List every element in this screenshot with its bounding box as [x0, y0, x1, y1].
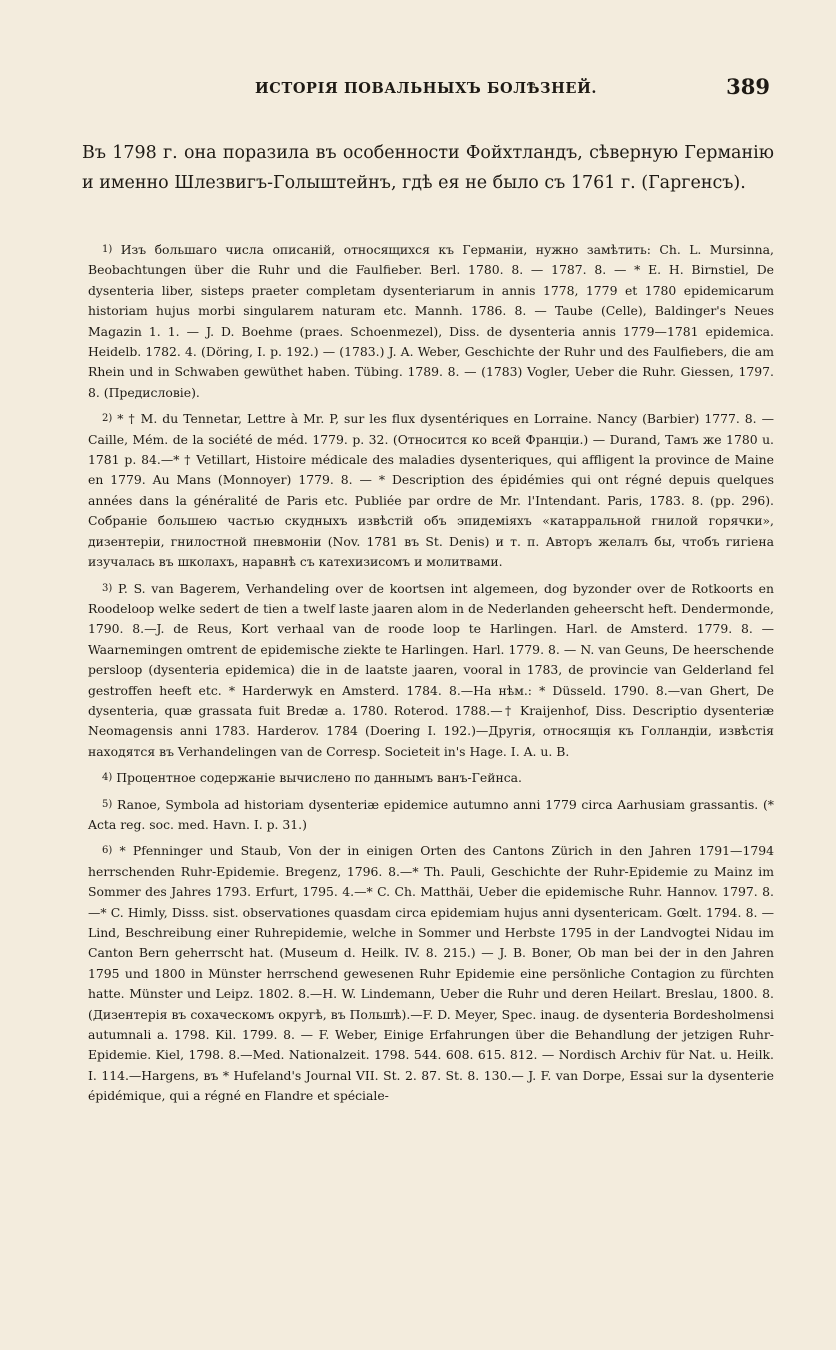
footnote-text: * Pfenninger und Staub, Von der in einigen Orten des Cantons Zürich in den Jahren 1791—1794 herrschenden Ruhr-Epidemie. Bregenz, 1796. 8.—* Th. Pauli, Geschichte der Ruhr-Epidemie zu Mainz im Sommer des Jahres 1793. Erfurt, 1795. 4.—* C. Ch. Matthäi, Ueber die epidemische Ruhr. Hannov. 1797. 8.—* C. Himly, Disss. sist. observationes quasdam circa epidemiam hujus anni dysentericam. Gœlt. 1794. 8. — Lind, Beschreibung einer Ruhrepidemie, welche in Sommer und Herbste 1795 in der Landvogtei Nidau im Canton Bern geherrscht hat. (Museum d. Heilk. IV. 8. 215.) — J. B. Boner, Ob man bei der in den Jahren 1795 und 1800 in Münster herrschend gewesenen Ruhr Epidemie eine persönliche Contagion zu fürchten hatte. Münster und Leipz. 1802. 8.—H. W. Lindemann, Ueber die Ruhr und deren Heilart. Breslau, 1800. 8. (Дизентерія въ сохаческомъ округѣ, въ Польшѣ).—F. D. Meyer, Spec. inaug. de dysenteria Bordesholmensi autumnali a. 1798. Kil. 1799. 8. — F. Weber, Einige Erfahrungen über die Behandlung der jetzigen Ruhr-Epidemie. Kiel, 1798. 8.—Med. Nationalzeit. 1798. 544. 608. 615. 812. — Nordisch Archiv für Nat. u. Heilk. I. 114.—Hargens, въ * Hufeland's Journal VII. St. 2. 87. St. 8. 130.— J. F. van Dorpe, Essai sur la dysenterie épidémique, qui a régné en Flandre et spéciale-: [88, 843, 774, 1104]
footnote-text: Ranoe, Symbola ad historiam dysenteriæ epidemice autumno anni 1779 circa Aarhusiam grassantis. (* Acta reg. soc. med. Havn. I. p. 31.): [88, 796, 774, 832]
footnote-6: [88, 841, 774, 1106]
footnote-marker: 6): [102, 845, 113, 857]
page-number: 389: [726, 74, 770, 99]
footnote-marker: 1): [102, 244, 113, 255]
page-header: [60, 74, 778, 110]
footnote-text: P. S. van Bagerem, Verhandeling over de koortsen int algemeen, dog byzonder over de Rotkoorts en Roodeloop welke sedert de tien a twelf laste jaaren alom in de Nederlanden geheerscht heft. Dendermonde, 1790. 8.—J. de Reus, Kort verhaal van de roode loop te Harlingen. Harl. de Amsterd. 1779. 8. — Waarnemingen omtrent de epidemische ziekte te Harlingen. Harl. 1779. 8. — N. van Geuns, De heerschende persloop (dysenteria epidemica) die in de laatste jaaren, vooral in 1783, de provincie van Gelderland fel gestroffen heeft etc. * Harderwyk en Amsterd. 1784. 8.—На нѣм.: * Düsseld. 1790. 8.—van Ghert, De dysenteria, quæ grassata fuit Bredæ a. 1780. Roterod. 1788.—† Kraijenhof, Diss. Descriptio dysenteriæ Neomagensis anni 1783. Harderov. 1784 (Doering I. 192.)—Другія, относящія къ Голландіи, извѣстія находятся въ Verhandelingen van de Corresp. Societeit in's Hage. I. A. u. B.: [88, 580, 774, 759]
footnote-2: [88, 409, 774, 572]
footnote-1: [88, 240, 774, 403]
footnote-text: Изъ большаго числа описаній, относящихся къ Германіи, нужно замѣтить: Ch. L. Mursinna, Beobachtungen über die Ruhr und die Faulfieber. Berl. 1780. 8. — 1787. 8. — * E. H. Birnstiel, De dysenteria liber, sisteps praeter completam dysenteriarum in annis 1778, 1779 et 1780 epidemicarum historiam hujus morbi singularem naturam etc. Mannh. 1786. 8. — Taube (Celle), Baldinger's Neues Magazin 1. 1. — J. D. Boehme (praes. Schoenmezel), Diss. de dysenteria annis 1779—1781 epidemica. Heidelb. 1782. 4. (Döring, I. p. 192.) — (1783.) J. A. Weber, Geschichte der Ruhr und des Faulfiebers, die am Rhein und in Schwaben gewüthet haben. Tübing. 1789. 8. — (1783) Vogler, Ueber die Ruhr. Giessen, 1797. 8. (Предисловіе).: [88, 242, 774, 400]
footnote-marker: 2): [102, 413, 113, 425]
footnote-3: [88, 579, 774, 763]
footnotes: [88, 240, 774, 1113]
footnote-text: Процентное содержаніе вычислено по даннымъ ванъ-Гейнса.: [116, 770, 522, 786]
footnote-5: [88, 795, 774, 836]
footnote-marker: 5): [102, 798, 113, 810]
main-paragraph: Въ 1798 г. она поразила въ особенности Фойхтландъ, сѣверную Германію и именно Шлезвигъ-Голыштейнъ, гдѣ ея не было съ 1761 г. (Гаргенсъ).: [82, 142, 774, 193]
footnote-text: * † M. du Tennetar, Lettre à Mr. P, sur les flux dysentériques en Lorraine. Nancy (Barbier) 1777. 8. — Caille, Mém. de la société de méd. 1779. p. 32. (Относится ко всей Франціи.) — Durand, Тамъ же 1780 u. 1781 p. 84.—* † Vetillart, Histoire médicale des maladies dysenteriques, qui affligent la province de Maine en 1779. Au Mans (Monnoyer) 1779. 8. — * Description des épidémies qui ont régné depuis quelques années dans la généralité de Paris etc. Publiée par ordre de Mr. l'Intendant. Paris, 1783. 8. (pp. 296). Собраніе большею частью скудныхъ извѣстій объ эпидеміяхъ «катарральной гнилой горячки», дизентеріи, гнилостной пневмоніи (Nov. 1781 въ St. Denis) и т. п. Авторъ желалъ бы, чтобъ гигіена изучалась въ школахъ, наравнѣ съ катехизисомъ и молитвами.: [88, 411, 774, 570]
footnote-marker: 4): [102, 772, 113, 784]
footnote-marker: 3): [102, 582, 113, 594]
running-title: ИСТОРІЯ ПОВАЛЬНЫХЪ БОЛѢЗНЕЙ.: [255, 80, 598, 97]
footnote-4: [88, 768, 774, 788]
